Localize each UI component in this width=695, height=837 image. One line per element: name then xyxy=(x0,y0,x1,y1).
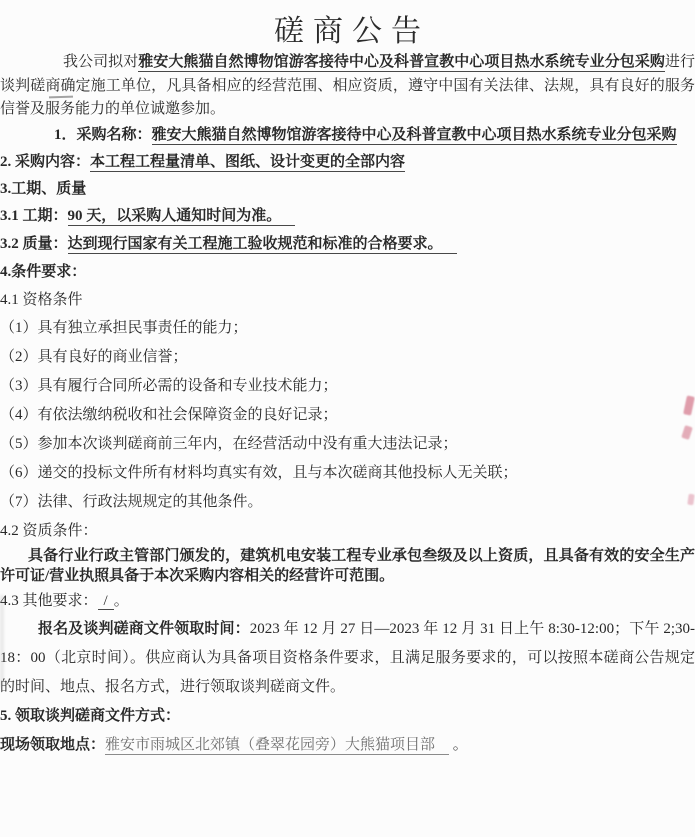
qualification-list-item: （1）具有独立承担民事责任的能力； xyxy=(0,319,248,336)
registration-time-label: 报名及谈判磋商文件领取时间： xyxy=(38,620,250,637)
pickup-location-value: 雅安市雨城区北郊镇（叠翠花园旁）大熊猫项目部 xyxy=(105,737,449,755)
qualification-list-item: （5）参加本次谈判磋商前三年内，在经营活动中没有重大违法记录； xyxy=(0,435,458,452)
item-other-requirements xyxy=(0,587,695,615)
item-purchase-name xyxy=(0,122,695,149)
pickup-location-suffix: 。 xyxy=(452,736,468,753)
registration-time-paragraph xyxy=(0,615,695,702)
item-duration xyxy=(0,203,695,230)
qualification-list-item: （6）递交的投标文件所有材料均真实有效，且与本次磋商其他投标人无关联； xyxy=(0,464,518,481)
item-credential-heading: 4.2 资质条件： xyxy=(0,522,98,539)
purchase-content-value: 本工程工程量清单、图纸、设计变更的全部内容 xyxy=(90,153,406,170)
item-duration-quality-heading xyxy=(0,176,695,203)
pickup-method-label: 5. 领取谈判磋商文件方式： xyxy=(0,707,181,724)
other-requirements-label: 4.3 其他要求： xyxy=(0,592,98,609)
intro-paragraph xyxy=(0,51,695,122)
intro-project-name: 雅安大熊猫自然博物馆游客接待中心及科普宣教中心项目热水系统专业分包采购 xyxy=(138,54,665,70)
item-qualification-heading: 4.1 资格条件 xyxy=(0,291,83,308)
pickup-location-label: 现场领取地点： xyxy=(0,736,106,753)
document-title: 磋商公告 xyxy=(274,15,430,48)
quality-value: 达到现行国家有关工程施工验收规范和标准的合格要求。 xyxy=(68,236,457,254)
intro-lead: 我公司拟对 xyxy=(63,54,139,70)
intro-rest: 进行谈判磋商确定施工单位，凡具备相应的经营范围、相应资质，遵守中国有关法律、法规，具有良好的服务信誉及服务能力的单位诚邀参加。 xyxy=(0,54,695,117)
qualification-list-item: （4）有依法缴纳税收和社会保障资金的良好记录； xyxy=(0,406,338,423)
duration-quality-label: 3.工期、质量 xyxy=(0,180,87,197)
qualification-list-item: （7）法律、行政法规规定的其他条件。 xyxy=(0,493,263,510)
credential-body: 具备行业行政主管部门颁发的，建筑机电安装工程专业承包叁级及以上资质，且具备有效的安全生产许可证/营业执照具备于本次采购内容相关的经营许可范围。 xyxy=(0,547,695,584)
other-requirements-suffix: 。 xyxy=(113,592,129,609)
duration-label: 3.1 工期： xyxy=(0,207,68,224)
requirements-label: 4.条件要求： xyxy=(0,263,87,280)
item-pickup-method-heading xyxy=(0,702,695,731)
purchase-name-value: 雅安大熊猫自然博物馆游客接待中心及科普宣教中心项目热水系统专业分包采购 xyxy=(151,126,677,143)
other-requirements-value: / xyxy=(98,593,114,610)
purchase-name-label: 1．采购名称： xyxy=(54,126,152,143)
purchase-content-label: 2. 采购内容： xyxy=(0,153,91,170)
scan-smudge-artifact xyxy=(0,595,4,687)
qualification-list-item: （3）具有履行合同所必需的设备和专业技术能力； xyxy=(0,377,338,394)
quality-label: 3.2 质量： xyxy=(0,235,68,252)
item-quality xyxy=(0,230,695,258)
item-pickup-location xyxy=(0,731,695,760)
item-purchase-content xyxy=(0,149,695,176)
qualification-list-item: （2）具有良好的商业信誉； xyxy=(0,348,188,365)
registration-time-value: 2023 年 12 月 27 日—2023 年 12 月 31 日上午 8:30-12:00；下午 2;30-18：00（北京时间）。供应商认为具备项目资格条件要求，且满足服务要求的，可以按照本磋商公告规定的时间、地点、报名方式，进行领取谈判磋商文件。 xyxy=(0,620,695,695)
item-requirements-heading xyxy=(0,258,695,286)
duration-value: 90 天，以采购人通知时间为准。 xyxy=(68,208,296,226)
